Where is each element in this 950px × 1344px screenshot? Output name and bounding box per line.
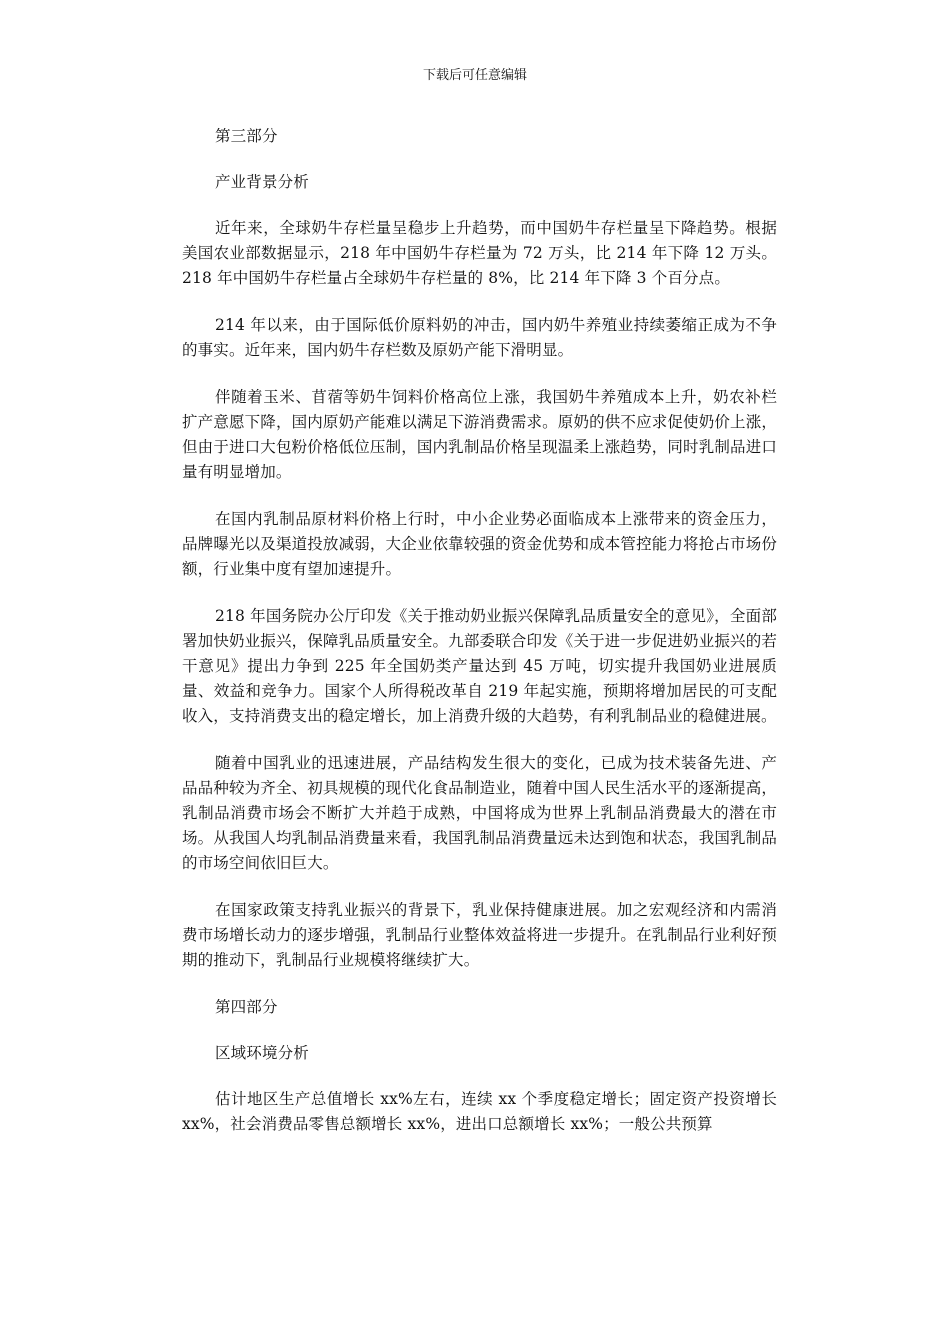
paragraph: 随着中国乳业的迅速进展，产品结构发生很大的变化，已成为技术装备先进、产品品种较为齐全、初具规模的现代化食品制造业，随着中国人民生活水平的逐渐提高，乳制品消费市场会不断扩大并趋于成熟，中国将成为世界上乳制品消费最大的潜在市场。从我国人均乳制品消费量来看，我国乳制品消费量远未达到饱和状态，我国乳制品的市场空间依旧巨大。 xyxy=(182,754,777,872)
paragraph: 214 年以来，由于国际低价原料奶的冲击，国内奶牛养殖业持续萎缩正成为不争的事实。近年来，国内奶牛存栏数及原奶产能下滑明显。 xyxy=(182,316,777,359)
paragraph: 218 年国务院办公厅印发《关于推动奶业振兴保障乳品质量安全的意见》，全面部署加快奶业振兴，保障乳品质量安全。九部委联合印发《关于进一步促进奶业振兴的若干意见》提出力争到 225 年全国奶类产量达到 45 万吨，切实提升我国奶业进展质量、效益和竞争力。国家个人所得税改革自 219 年起实施，预期将增加居民的可支配收入，支持消费支出的稳定增长，加上消费升级的大趋势，有利乳制品业的稳健进展。 xyxy=(182,607,777,725)
paragraph: 估计地区生产总值增长 xx%左右，连续 xx 个季度稳定增长；固定资产投资增长 xx%，社会消费品零售总额增长 xx%，进出口总额增长 xx%；一般公共预算 xyxy=(182,1090,777,1133)
paragraph: 近年来，全球奶牛存栏量呈稳步上升趋势，而中国奶牛存栏量呈下降趋势。根据美国农业部数据显示，218 年中国奶牛存栏量为 72 万头，比 214 年下降 12 万头。218 年中国奶牛存栏量占全球奶牛存栏量的 8%，比 214 年下降 3 个百分点。 xyxy=(182,219,777,287)
part4-label: 第四部分 xyxy=(215,998,278,1016)
download-note: 下载后可任意编辑 xyxy=(422,68,527,83)
paragraph: 伴随着玉米、苜蓿等奶牛饲料价格高位上涨，我国奶牛养殖成本上升，奶农补栏扩产意愿下降，国内原奶产能难以满足下游消费需求。原奶的供不应求促使奶价上涨，但由于进口大包粉价格低位压制，国内乳制品价格呈现温柔上涨趋势，同时乳制品进口量有明显增加。 xyxy=(182,388,777,481)
part3-title: 产业背景分析 xyxy=(215,173,309,191)
document-body xyxy=(182,124,777,1159)
paragraph: 在国内乳制品原材料价格上行时，中小企业势必面临成本上涨带来的资金压力，品牌曝光以及渠道投放减弱，大企业依靠较强的资金优势和成本管控能力将抢占市场份额，行业集中度有望加速提升。 xyxy=(182,510,777,578)
paragraph: 在国家政策支持乳业振兴的背景下，乳业保持健康进展。加之宏观经济和内需消费市场增长动力的逐步增强，乳制品行业整体效益将进一步提升。在乳制品行业利好预期的推动下，乳制品行业规模将继续扩大。 xyxy=(182,901,777,969)
part3-label: 第三部分 xyxy=(215,127,278,145)
part4-title: 区域环境分析 xyxy=(215,1044,309,1062)
